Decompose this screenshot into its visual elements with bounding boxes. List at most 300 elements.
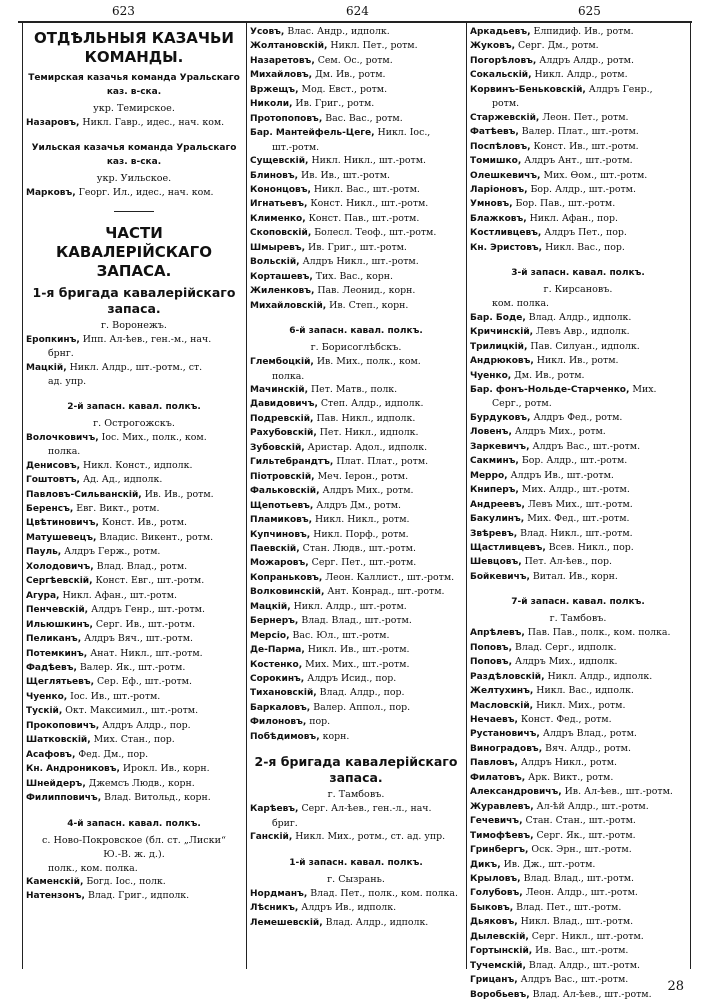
officer-surname: Агура, [26,590,60,601]
officer-surname: Олешкевичъ, [470,170,541,181]
officer-surname: Сущевскій, [250,156,309,167]
officer-surname: Пеликанъ, [26,634,82,645]
officer-details: ад. упр. [48,376,87,388]
officer-details: Ипп. Ал-ѣев., ген.-м., нач. [79,333,212,345]
officer-surname: Чуенко, [470,370,512,381]
roster-entry [250,830,462,844]
officer-details: Евг. Викт., ротм. [73,502,160,514]
officer-details: Алдръ Генр., [585,83,653,95]
roster-entry [26,675,242,689]
roster-entry [250,715,462,729]
roster-entry [250,241,462,255]
location-syzran: г. Сызрань. [327,873,385,885]
regiment-heading-2: 2-й запасн. кавал. полкъ. [67,401,201,412]
officer-surname: Побѣдимовъ, [250,731,320,742]
roster-entry [470,727,686,741]
officer-surname: Александровичъ, [470,787,562,798]
officer-details: Никл. Іос., [374,127,431,139]
location-voronezh: г. Воронежъ. [101,319,167,331]
officer-details: Серг., ротм. [492,398,552,410]
roster-entry [470,397,686,410]
roster-regiment-3 [470,297,686,584]
officer-surname: Погорѣловъ, [470,55,537,66]
roster-entry [250,802,462,816]
officer-details: Влад. Серг., идполк. [512,641,617,653]
officer-surname: Прокоповичъ, [26,720,100,731]
officer-surname: Каменскій, [26,876,84,887]
officer-details: Елпидиф. Ив., ротм. [530,26,634,37]
section-heading-cavalry-reserve: ЧАСТИ КАВАЛЕРІЙСКАГО ЗАПАСА. [56,223,212,280]
roster-entry [250,169,462,183]
officer-details: Пет. Ал-ѣев., пор. [521,556,613,568]
officer-surname: Волочковичъ, [26,432,99,443]
officer-details: Мих. Фед., шт.-ротм. [524,513,630,525]
roster-entry [470,383,686,397]
roster-entry [26,889,242,903]
officer-details: Джемсъ Людв., корн. [85,777,195,789]
officer-surname: Блиновъ, [250,170,299,181]
officer-details: Алдръ Никл., шт.-ротм. [299,256,419,268]
officer-details: Алдръ Мих., идполк. [512,656,618,668]
column-rule-1 [246,22,247,969]
roster-entry [250,542,462,556]
roster-entry [470,111,686,125]
officer-surname: Дикъ, [470,859,501,870]
location-tambov: г. Тамбовъ. [327,789,385,801]
officer-surname: Протопоповъ, [250,113,323,124]
officer-surname: Мерсіо, [250,630,290,641]
officer-surname: Заркевичъ, [470,441,530,452]
roster-entry [26,459,242,473]
roster-entry [26,762,242,776]
officer-details: Алдръ Вас., шт.-ротм. [517,974,629,986]
roster-entry [250,513,462,527]
roster-entry [470,125,686,139]
officer-details: Ив. Ал-ѣев., шт.-ротм. [561,786,673,798]
officer-surname: Раздѣловскій, [470,671,545,682]
officer-surname: Сакминъ, [470,456,519,467]
officer-details: Пав. Пав., полк., ком. полка. [524,627,671,639]
roster-entry [470,197,686,211]
officer-details: Пет. Матв., полк. [308,383,398,395]
roster-entry [26,719,242,733]
roster-entry [470,872,686,886]
column-rule-left [22,22,23,969]
roster-entry [26,632,242,646]
roster-entry [470,454,686,468]
roster-entry [470,800,686,814]
officer-surname: Блажковъ, [470,213,527,224]
officer-details: Анат. Никл., шт.-ротм. [87,647,203,659]
roster-entry [470,469,686,483]
roster-entry [470,713,686,727]
roster-entry [250,397,462,411]
officer-details: Влад. Влад., шт.-ротм. [298,615,412,627]
roster-entry [470,655,686,669]
roster-entry [250,571,462,585]
officer-details: Серг. Дм., ротм. [515,40,599,52]
officer-details: Ант. Конрад., шт.-ротм. [324,586,445,598]
roster-entry [250,183,462,197]
officer-surname: Волковинскій, [250,587,325,598]
column-rule-right [690,22,691,969]
officer-details: Ив. Ив., ротм. [141,488,214,500]
officer-details: Алдръ Ив., идполк. [298,902,397,914]
roster-entry [470,930,686,944]
officer-surname: Ганскій, [250,832,293,843]
officer-details: Никл. Алдр., идполк. [544,670,653,682]
roster-entry [470,886,686,900]
officer-details: Ив. Вас., шт.-ротм. [532,945,629,957]
officer-details: Пет. Никл., идполк. [316,427,419,439]
officer-surname: Вржещъ, [250,84,299,95]
location-temir: укр. Темирское. [93,103,175,114]
officer-details: Владис. Викент., ротм. [96,531,214,543]
unit-heading-uil: Уильская казачья команда Уральскаго каз. в-ска. [31,143,237,168]
roster-entry [470,411,686,425]
roster-entry [26,733,242,747]
officer-surname: Шмыревъ, [250,242,306,253]
roster-entry [470,570,686,584]
officer-surname: Матушевецъ, [26,532,97,543]
officer-details: Георг. Ил., идес., нач. ком. [75,187,214,199]
roster-entry [470,541,686,555]
officer-surname: Крыловъ, [470,874,521,885]
officer-surname: Клименко, [250,213,306,224]
officer-details: Серг. Ал-ѣев., ген.-л., нач. [298,803,432,815]
roster-entry [250,658,462,672]
roster-entry [26,431,242,445]
roster-entry [250,383,462,397]
roster-entry [26,704,242,718]
officer-details: Бор. Пав., шт.-ротм. [512,198,616,210]
officer-surname: Щеглятьевъ, [26,677,94,688]
roster-entry [26,777,242,791]
officer-surname: Апрѣлевъ, [470,628,525,639]
officer-surname: Андреевъ, [470,499,525,510]
officer-details: Ирокл. Ив., корн. [119,763,210,775]
officer-details: Влад. Алдр., пор. [316,687,405,699]
officer-details: Вас. Вас., ротм. [322,112,403,124]
roster-entry [470,785,686,799]
roster-entry [470,354,686,368]
roster-entry [470,311,686,325]
roster-entry [470,39,686,53]
roster-entry [250,614,462,628]
roster-regiment-2 [26,431,242,806]
officer-details: Меч. Іерон., ротм. [314,470,409,482]
roster-entry [26,647,242,661]
officer-details: Алдръ Ив., шт.-ротм. [507,469,614,481]
officer-surname: Дылевскій, [470,931,529,942]
officer-details: Оск. Эрн., шт.-ротм. [528,844,632,856]
officer-surname: Тимофѣевъ, [470,830,534,841]
roster-entry [250,270,462,284]
officer-surname: Бойкевичъ, [470,571,530,582]
roster-entry [250,226,462,240]
officer-details: Никл. Вас., шт.-ротм. [310,183,420,195]
page-number-left: 623 [112,4,135,18]
officer-surname: Филоновъ, [250,717,307,728]
officer-details: Пав. Леонид., корн. [314,285,416,297]
roster-entry [470,226,686,240]
officer-details: Конст. Фед., ротм. [517,714,612,726]
roster-entry [250,426,462,440]
officer-details: Леон. Каллист., шт.-ротм. [322,571,455,583]
officer-surname: Бернеръ, [250,616,299,627]
regiment-heading-6: 6-й запасн. кавал. полкъ. [289,326,423,337]
officer-surname: Корташевъ, [250,271,313,282]
roster-entry [470,425,686,439]
officer-details: Конст. Ив., ротм. [98,517,187,529]
roster-entry [470,555,686,569]
officer-details: ротм. [492,98,520,110]
roster-entry [470,858,686,872]
officer-details: Ив. Ив., шт.-ротм. [298,169,390,181]
officer-surname: Скоповскій, [250,228,312,239]
officer-details: Мих. Ѳом., шт.-ротм. [540,169,648,181]
roster-entry [470,440,686,454]
officer-surname: Мерро, [470,470,508,481]
roster-entry [250,355,462,369]
officer-details: полка. [272,370,305,382]
officer-details: Фед. Дм., пор. [75,748,149,760]
roster-entry [470,97,686,110]
officer-details: Никл. Мих., ротм., ст. ад. упр. [292,831,446,843]
officer-surname: Шнейдеръ, [26,778,86,789]
officer-details: Мих. Стан., пор. [90,734,175,746]
officer-surname: Голубовъ, [470,888,523,899]
officer-surname: Николи, [250,99,293,110]
officer-surname: Ларіоновъ, [470,184,528,195]
roster-entry [470,169,686,183]
officer-surname: Сергѣевскій, [26,576,93,587]
officer-details: ком. полка. [492,298,550,310]
officer-surname: Назаретовъ, [250,55,315,66]
officer-details: Ив. Дж., шт.-ротм. [500,858,596,870]
officer-surname: Асафовъ, [26,749,76,760]
officer-surname: Умновъ, [470,199,513,210]
officer-details: Никл. Конст., идполк. [80,459,193,471]
roster-entry [470,973,686,987]
brigade-heading-2: 2-я бригада кавалерійскаго запаса. [254,754,458,786]
officer-details: Ал-ѣй Алдр., шт.-ротм. [533,800,649,812]
roster-entry [470,83,686,97]
officer-details: пор. [306,716,331,728]
officer-details: Плат. Плат., ротм. [333,456,429,468]
officer-surname: Гринбергъ, [470,845,529,856]
officer-surname: Пламиковъ, [250,515,313,526]
roster-regiment-6 [250,355,462,744]
officer-details: Никл. Влад., шт.-ротм. [517,916,634,928]
officer-surname: Піотровскій, [250,471,315,482]
officer-surname: Виноградовъ, [470,743,543,754]
officer-surname: Жиленковъ, [250,286,315,297]
officer-details: Дм. Ив., ротм. [312,69,386,81]
officer-details: Леон. Пет., ротм. [539,111,629,123]
roster-entry [250,499,462,513]
officer-details: Конст. Ив., шт.-ротм. [530,140,639,152]
roster-entry [470,297,686,310]
roster-entry [470,483,686,497]
officer-surname: Сокальскій, [470,70,532,81]
roster-entry [26,574,242,588]
officer-surname: Назаровъ, [26,118,80,128]
officer-surname: Баркаловъ, [250,702,311,713]
brigade-heading-1: 1-я бригада кавалерійскаго запаса. [32,284,236,316]
officer-details: Валер. Аппол., пор. [310,701,411,713]
officer-details: Алдръ Алдр., пор. [99,719,191,731]
roster-entry [250,68,462,82]
roster-entry [26,488,242,502]
officer-details: Ив. Григ., шт.-ротм. [305,241,407,253]
roster-entry [470,771,686,785]
roster-entry [250,112,462,126]
officer-surname: Кононцовъ, [250,184,311,195]
roster-entry [470,498,686,512]
header-rule [18,21,692,23]
officer-surname: Корвинъ-Беньковскій, [470,84,586,95]
officer-surname: Нордманъ, [250,888,308,899]
roster-entry [250,126,462,140]
roster-entry [470,959,686,973]
roster-entry [470,626,686,640]
location-borisoglebsk: г. Борисоглѣбскъ. [310,342,402,354]
regiment-heading-3: 3-й запасн. кавал. полкъ. [511,268,645,279]
roster-entry [470,670,686,684]
officer-surname: Рахубовскій, [250,428,317,439]
officer-surname: Цвѣтиновичъ, [26,518,99,529]
officer-details: Никл. Мих., ротм. [533,699,626,711]
officer-details: Никл. Пет., ротм. [327,40,418,52]
roster-entry [250,701,462,715]
officer-details: Никл. Афан., пор. [526,212,618,224]
officer-details: Никл. Порф., ротм. [310,528,409,540]
roster-entry [470,25,686,39]
officer-surname: Тихановскій, [250,688,317,699]
roster-entry [26,791,242,805]
roster-entry [470,212,686,226]
officer-details: шт.-ротм. [272,141,320,153]
roster-entry [470,684,686,698]
officer-surname: Воробьевъ, [470,989,530,1000]
location-tambov-7: г. Тамбовъ. [549,613,607,625]
roster-entry [26,375,242,388]
officer-surname: Шатковскій, [26,735,91,746]
officer-surname: Карѣевъ, [250,804,299,815]
roster-entry [250,154,462,168]
officer-details: Вяч. Алдр., ротм. [542,742,631,754]
officer-details: Всев. Никл., пор. [545,541,634,553]
roster-entry [470,183,686,197]
sheet-number: 28 [667,979,684,994]
officer-details: Никл. Гавр., идес., нач. ком. [79,117,225,128]
officer-details: Никл. Никл., шт.-ротм. [308,155,426,167]
regiment-heading-4: 4-й запасн. кавал. полкъ. [67,818,201,829]
officer-details: Конст. Пав., шт.-ротм. [305,212,420,224]
officer-details: Степ. Алдр., идполк. [317,398,424,410]
officer-surname: Натензонъ, [26,891,85,902]
roster-entry [26,661,242,675]
roster-entry [250,54,462,68]
officer-surname: Гечевичъ, [470,816,523,827]
officer-details: Никл. Никл., ротм. [312,514,410,526]
roster-entry [250,916,462,930]
roster-entry [26,748,242,762]
officer-surname: Михайловскій, [250,300,327,311]
officer-surname: Жолтановскій, [250,41,328,52]
officer-details: Тих. Вас., корн. [312,270,393,282]
officer-details: Мих. [629,383,657,395]
officer-details: Мих. Алдр., шт.-ротм. [518,484,630,496]
officer-surname: Кн. Эристовъ, [470,242,543,253]
roster-entry [470,154,686,168]
roster-entry [470,641,686,655]
roster-entry [26,333,242,347]
roster-temir [26,116,242,130]
roster-brigade-2 [250,802,462,844]
roster-entry [26,690,242,704]
officer-surname: Де-Парма, [250,645,305,656]
officer-surname: Рустановичъ, [470,729,540,740]
roster-entry [250,730,462,744]
officer-details: Влад. Влад., ротм. [93,560,188,572]
officer-details: Никл. Ив., ротм. [533,355,619,367]
section-divider [114,211,154,212]
roster-entry [250,197,462,211]
officer-surname: Аркадьевъ, [470,27,531,37]
roster-entry [250,412,462,426]
roster-regiment-7 [470,626,686,1002]
officer-details: Никл. Алдр., шт.-ротм., ст. [66,361,203,373]
column-rule-2 [466,22,467,969]
officer-surname: Тускій, [26,706,63,717]
officer-surname: Гортынскій, [470,946,533,957]
roster-entry [26,589,242,603]
page-number-middle: 624 [346,4,369,18]
officer-details: корн. [319,730,350,742]
officer-details: Валер. Як., шт.-ротм. [76,661,186,673]
officer-details: Богд. Іос., полк. [83,875,166,887]
location-uil: укр. Уильское. [96,173,172,185]
officer-surname: Пауль, [26,547,62,558]
location-kirsanov: г. Кирсановъ. [543,284,613,296]
roster-entry [250,299,462,313]
roster-entry [250,643,462,657]
officer-surname: Мацкій, [250,601,291,612]
officer-surname: Звѣревъ, [470,528,518,539]
officer-details: Никл. Вас., пор. [542,241,625,253]
officer-surname: Можаровъ, [250,558,309,569]
officer-surname: Филатовъ, [470,772,526,783]
roster-entry [250,141,462,154]
officer-details: Алдръ Герж., ротм. [61,546,161,558]
roster-entry [250,629,462,643]
roster-entry [26,531,242,545]
officer-surname: Бакулинъ, [470,514,525,525]
officer-details: Аристар. Адол., идполк. [304,441,428,453]
officer-surname: Лѣсникъ, [250,903,299,914]
roster-entry [26,516,242,530]
officer-surname: Шевцовъ, [470,557,522,568]
officer-surname: Ильюшкинъ, [26,619,93,630]
roster-entry [250,901,462,915]
roster-entry [250,97,462,111]
column-624 [250,25,462,975]
officer-surname: Зубовскій, [250,442,305,453]
officer-surname: Глембоцкій, [250,357,314,368]
roster-entry [250,255,462,269]
